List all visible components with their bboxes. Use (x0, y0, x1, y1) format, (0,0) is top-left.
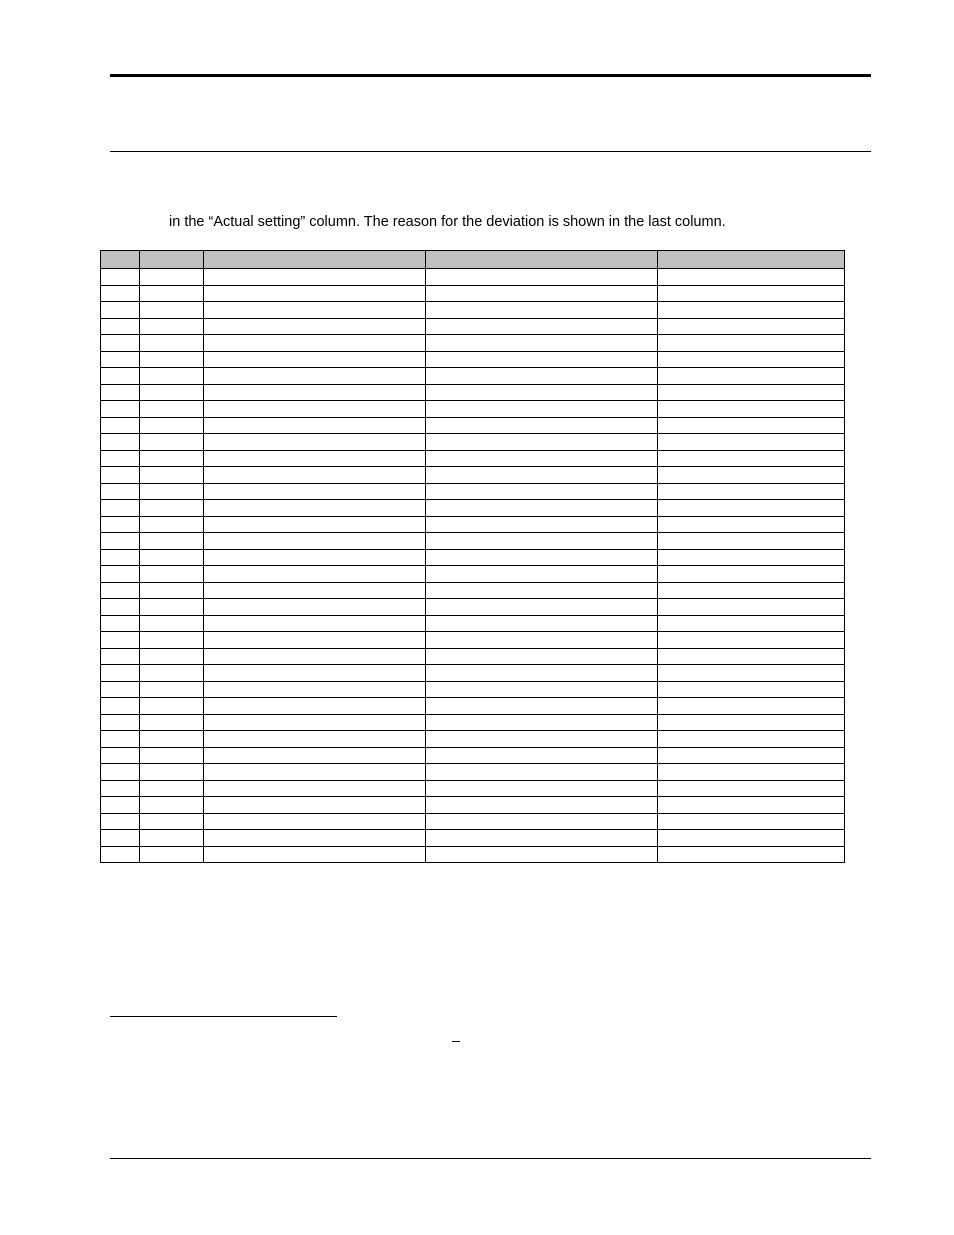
table-cell (658, 648, 845, 665)
table-cell (140, 566, 204, 583)
table-cell (204, 269, 426, 286)
table-cell (101, 747, 140, 764)
table-cell (204, 285, 426, 302)
table-cell (101, 648, 140, 665)
table-cell (101, 500, 140, 517)
table-cell (101, 318, 140, 335)
table-cell (101, 351, 140, 368)
table-cell (426, 351, 658, 368)
table-cell (140, 285, 204, 302)
table-cell (101, 698, 140, 715)
table-cell (658, 582, 845, 599)
table-row (101, 533, 845, 550)
table-cell (658, 566, 845, 583)
table-row (101, 747, 845, 764)
table-cell (426, 318, 658, 335)
table-row (101, 764, 845, 781)
table-cell (101, 269, 140, 286)
table-cell (101, 285, 140, 302)
table-row (101, 335, 845, 352)
table-cell (658, 351, 845, 368)
table-cell (204, 632, 426, 649)
table-cell (204, 731, 426, 748)
table-cell (140, 516, 204, 533)
table-cell (140, 269, 204, 286)
table-cell (101, 615, 140, 632)
table-cell (140, 450, 204, 467)
table-row (101, 632, 845, 649)
table-cell (658, 302, 845, 319)
footer-rule (110, 1158, 871, 1159)
table-header-cell (140, 251, 204, 269)
footnote-dash (452, 1041, 460, 1042)
table-cell (658, 846, 845, 863)
table-header-cell (658, 251, 845, 269)
table-cell (101, 467, 140, 484)
table-cell (426, 368, 658, 385)
table-cell (140, 648, 204, 665)
table-cell (658, 549, 845, 566)
header-rule-thick (110, 74, 871, 77)
table-cell (140, 368, 204, 385)
table-cell (658, 731, 845, 748)
table-cell (426, 450, 658, 467)
table-cell (658, 681, 845, 698)
table-cell (204, 384, 426, 401)
table-cell (140, 549, 204, 566)
table-cell (140, 500, 204, 517)
table-cell (101, 533, 140, 550)
table-cell (101, 384, 140, 401)
table-cell (101, 302, 140, 319)
table-header-row (101, 251, 845, 269)
table-cell (426, 417, 658, 434)
table-cell (204, 830, 426, 847)
intro-paragraph: in the “Actual setting” column. The reason for the deviation is shown in the last column. (169, 214, 726, 230)
table-cell (140, 764, 204, 781)
table-cell (426, 500, 658, 517)
table-cell (658, 483, 845, 500)
table-row (101, 467, 845, 484)
table-cell (658, 747, 845, 764)
table-row (101, 582, 845, 599)
table-cell (426, 566, 658, 583)
table-cell (101, 434, 140, 451)
table-cell (204, 434, 426, 451)
table-cell (204, 368, 426, 385)
table-cell (426, 269, 658, 286)
table-row (101, 830, 845, 847)
table-cell (101, 714, 140, 731)
table-cell (204, 615, 426, 632)
table-cell (140, 615, 204, 632)
table-cell (426, 764, 658, 781)
table-cell (658, 780, 845, 797)
table-row (101, 731, 845, 748)
table-cell (658, 500, 845, 517)
table-cell (204, 665, 426, 682)
table-cell (658, 533, 845, 550)
table-cell (140, 747, 204, 764)
table-row (101, 681, 845, 698)
table-cell (426, 830, 658, 847)
table-cell (658, 434, 845, 451)
table-cell (426, 285, 658, 302)
header-rule-thin (110, 151, 871, 152)
table-cell (658, 368, 845, 385)
table-row (101, 368, 845, 385)
table-cell (101, 764, 140, 781)
table-cell (426, 384, 658, 401)
table-cell (204, 797, 426, 814)
table-cell (426, 681, 658, 698)
table-cell (140, 846, 204, 863)
table-cell (426, 483, 658, 500)
table-cell (658, 632, 845, 649)
table-cell (658, 467, 845, 484)
table-header-cell (204, 251, 426, 269)
table-cell (140, 351, 204, 368)
table-cell (101, 813, 140, 830)
table-row (101, 549, 845, 566)
table-cell (426, 516, 658, 533)
table-cell (140, 632, 204, 649)
table-cell (140, 335, 204, 352)
table-cell (204, 516, 426, 533)
table-cell (426, 615, 658, 632)
table-row (101, 648, 845, 665)
table-cell (101, 417, 140, 434)
table-cell (101, 566, 140, 583)
table-cell (101, 335, 140, 352)
table-cell (426, 335, 658, 352)
table-row (101, 417, 845, 434)
table-cell (140, 797, 204, 814)
table-cell (426, 434, 658, 451)
table-cell (426, 731, 658, 748)
table-row (101, 269, 845, 286)
table-cell (426, 846, 658, 863)
table-row (101, 516, 845, 533)
table-cell (426, 533, 658, 550)
table-cell (140, 830, 204, 847)
table-cell (204, 500, 426, 517)
table-cell (204, 351, 426, 368)
table-cell (426, 813, 658, 830)
table-row (101, 846, 845, 863)
table-cell (658, 384, 845, 401)
table-cell (204, 417, 426, 434)
table-cell (140, 467, 204, 484)
table-cell (101, 483, 140, 500)
table-cell (204, 780, 426, 797)
table-cell (101, 450, 140, 467)
table-cell (140, 417, 204, 434)
table-cell (426, 698, 658, 715)
table-cell (101, 731, 140, 748)
table-cell (426, 599, 658, 616)
footnote-separator (110, 1016, 337, 1017)
table-cell (101, 665, 140, 682)
table-cell (140, 401, 204, 418)
table-cell (204, 648, 426, 665)
table-cell (426, 582, 658, 599)
table-row (101, 698, 845, 715)
table-row (101, 813, 845, 830)
table-cell (204, 681, 426, 698)
table-cell (140, 384, 204, 401)
table-cell (426, 797, 658, 814)
table-cell (204, 467, 426, 484)
table-row (101, 401, 845, 418)
table-row (101, 483, 845, 500)
table-row (101, 351, 845, 368)
table-row (101, 450, 845, 467)
table-cell (426, 747, 658, 764)
table-cell (426, 632, 658, 649)
table-cell (140, 681, 204, 698)
settings-table (100, 250, 845, 863)
table-cell (101, 582, 140, 599)
table-cell (658, 615, 845, 632)
table-cell (140, 582, 204, 599)
table-cell (658, 269, 845, 286)
table-row (101, 384, 845, 401)
table-cell (658, 516, 845, 533)
table-cell (140, 698, 204, 715)
table-cell (658, 797, 845, 814)
table-cell (140, 731, 204, 748)
table-cell (140, 599, 204, 616)
table-header-cell (101, 251, 140, 269)
table-cell (204, 714, 426, 731)
table-cell (140, 533, 204, 550)
table-cell (204, 450, 426, 467)
table-cell (204, 764, 426, 781)
table-cell (140, 665, 204, 682)
table-cell (426, 780, 658, 797)
table-row (101, 566, 845, 583)
table-cell (140, 714, 204, 731)
table-cell (658, 714, 845, 731)
table-cell (204, 599, 426, 616)
table-row (101, 615, 845, 632)
table-cell (204, 698, 426, 715)
table-cell (204, 846, 426, 863)
table-cell (204, 335, 426, 352)
table-cell (658, 450, 845, 467)
table-cell (101, 681, 140, 698)
table-cell (140, 434, 204, 451)
table-row (101, 780, 845, 797)
table-cell (101, 599, 140, 616)
table-row (101, 797, 845, 814)
table-cell (658, 417, 845, 434)
table-cell (658, 665, 845, 682)
table-cell (204, 566, 426, 583)
table-cell (204, 302, 426, 319)
table-cell (204, 483, 426, 500)
table-cell (658, 401, 845, 418)
table-row (101, 285, 845, 302)
table-cell (426, 401, 658, 418)
table-cell (658, 318, 845, 335)
table-cell (204, 401, 426, 418)
table-cell (426, 665, 658, 682)
table-cell (101, 830, 140, 847)
table-header-cell (426, 251, 658, 269)
table-cell (658, 698, 845, 715)
table-row (101, 665, 845, 682)
table-cell (426, 467, 658, 484)
table-cell (204, 582, 426, 599)
table-cell (101, 368, 140, 385)
table-row (101, 302, 845, 319)
table-cell (101, 401, 140, 418)
table-cell (140, 813, 204, 830)
table-cell (426, 714, 658, 731)
table-row (101, 714, 845, 731)
table-cell (658, 813, 845, 830)
table-cell (658, 764, 845, 781)
table-body (101, 269, 845, 863)
table-cell (101, 632, 140, 649)
table-cell (658, 599, 845, 616)
table-cell (140, 780, 204, 797)
table-cell (658, 285, 845, 302)
table-cell (101, 549, 140, 566)
table-row (101, 500, 845, 517)
table-cell (426, 549, 658, 566)
table-cell (101, 516, 140, 533)
table-cell (140, 318, 204, 335)
table-cell (101, 846, 140, 863)
table-cell (204, 549, 426, 566)
table-cell (140, 483, 204, 500)
table-cell (658, 830, 845, 847)
table-cell (140, 302, 204, 319)
table-cell (658, 335, 845, 352)
table-cell (204, 533, 426, 550)
table-cell (426, 302, 658, 319)
table-cell (204, 813, 426, 830)
table-cell (204, 318, 426, 335)
table-cell (101, 780, 140, 797)
table-row (101, 599, 845, 616)
table-row (101, 434, 845, 451)
table-cell (426, 648, 658, 665)
table-cell (101, 797, 140, 814)
table-cell (204, 747, 426, 764)
table-row (101, 318, 845, 335)
